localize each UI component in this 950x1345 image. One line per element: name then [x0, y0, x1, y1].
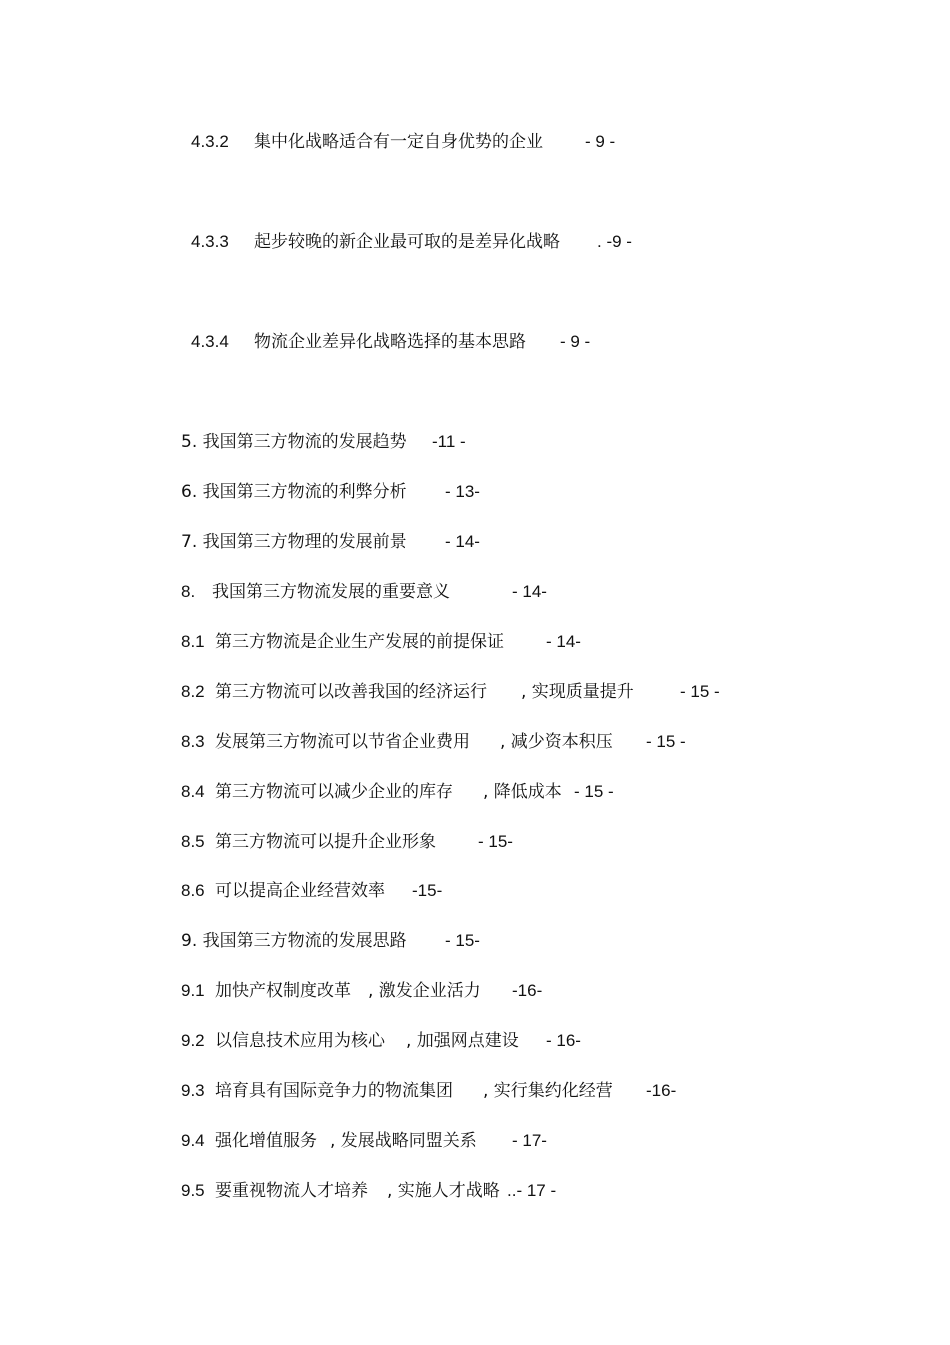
toc-entry-title: 以信息技术应用为核心	[215, 1031, 385, 1051]
toc-entry-number: 8.5	[181, 832, 205, 851]
toc-entry-page: - 15-	[478, 832, 513, 851]
toc-entry-title: 第三方物流可以减少企业的库存	[215, 782, 453, 802]
toc-entry-page: - 14-	[445, 532, 480, 551]
toc-entry-number: 9.4	[181, 1131, 205, 1150]
toc-entry-subtitle: , 实现质量提升	[521, 682, 634, 702]
toc-entry-number: 8.3	[181, 732, 205, 751]
toc-entry-title: 6. 我国第三方物流的利弊分析	[181, 482, 407, 502]
toc-entry-page: - 17-	[512, 1131, 547, 1150]
toc-entry-title: 物流企业差异化战略选择的基本思路	[254, 332, 526, 352]
toc-entry-page: - 13-	[445, 482, 480, 501]
toc-entry-number: 8.4	[181, 782, 205, 801]
toc-entry-page: . -9 -	[597, 232, 632, 251]
toc-entry-number: 8.2	[181, 682, 205, 701]
toc-entry-page: - 14-	[512, 582, 547, 601]
toc-entry-title: 起步较晚的新企业最可取的是差异化战略	[254, 232, 560, 252]
toc-entry-title: 我国第三方物流发展的重要意义	[212, 582, 450, 602]
toc-entry-page: - 9 -	[585, 132, 616, 151]
toc-entry-number: 4.3.2	[191, 132, 229, 151]
toc-entry-number: 4.3.3	[191, 232, 229, 251]
toc-entry-number: 9.5	[181, 1181, 205, 1200]
toc-entry-page: - 16-	[546, 1031, 581, 1050]
toc-entry-title: 第三方物流可以提升企业形象	[215, 832, 436, 852]
toc-entry-title: 培育具有国际竞争力的物流集团	[215, 1081, 453, 1101]
toc-entry-subtitle: , 实施人才战略	[387, 1181, 500, 1201]
toc-entry-number: 9.1	[181, 981, 205, 1000]
toc-entry-page: ..- 17 -	[507, 1181, 557, 1200]
toc-entry-title: 集中化战略适合有一定自身优势的企业	[254, 132, 543, 152]
toc-entry-page: -15-	[412, 881, 443, 900]
toc-entry-title: 可以提高企业经营效率	[215, 881, 385, 901]
toc-entry-subtitle: , 激发企业活力	[368, 981, 481, 1001]
toc-entry-page: - 14-	[546, 632, 581, 651]
toc-entry-page: - 15-	[445, 931, 480, 950]
toc-entry-title: 第三方物流是企业生产发展的前提保证	[215, 632, 504, 652]
toc-entry-number: 9.2	[181, 1031, 205, 1050]
toc-entry-page: - 15 -	[574, 782, 614, 801]
toc-entry-title: 5. 我国第三方物流的发展趋势	[181, 432, 407, 452]
toc-entry-title: 第三方物流可以改善我国的经济运行	[215, 682, 487, 702]
toc-entry-page: -16-	[512, 981, 543, 1000]
toc-entry-page: -16-	[646, 1081, 677, 1100]
toc-entry-title: 强化增值服务	[215, 1131, 317, 1151]
toc-entry-subtitle: , 发展战略同盟关系	[330, 1131, 477, 1151]
toc-entry-title: 发展第三方物流可以节省企业费用	[215, 732, 470, 752]
toc-entry-page: -11 -	[432, 432, 466, 451]
toc-entry-number: 4.3.4	[191, 332, 229, 351]
toc-entry-number: 8.1	[181, 632, 205, 651]
toc-entry-page: - 9 -	[560, 332, 591, 351]
toc-entry-title: 9. 我国第三方物流的发展思路	[181, 931, 407, 951]
toc-entry-number: 9.3	[181, 1081, 205, 1100]
toc-entry-subtitle: , 加强网点建设	[406, 1031, 519, 1051]
toc-entry-subtitle: , 降低成本	[483, 782, 562, 802]
toc-entry-title: 加快产权制度改革	[215, 981, 351, 1001]
toc-entry-subtitle: , 减少资本积压	[500, 732, 613, 752]
toc-entry-title: 7. 我国第三方物理的发展前景	[181, 532, 407, 552]
toc-entry-page: - 15 -	[646, 732, 686, 751]
toc-entry-number: 8.6	[181, 881, 205, 900]
toc-entry-number: 8.	[181, 582, 196, 601]
toc-entry-page: - 15 -	[680, 682, 720, 701]
toc-entry-title: 要重视物流人才培养	[215, 1181, 368, 1201]
toc-entry-subtitle: , 实行集约化经营	[483, 1081, 613, 1101]
